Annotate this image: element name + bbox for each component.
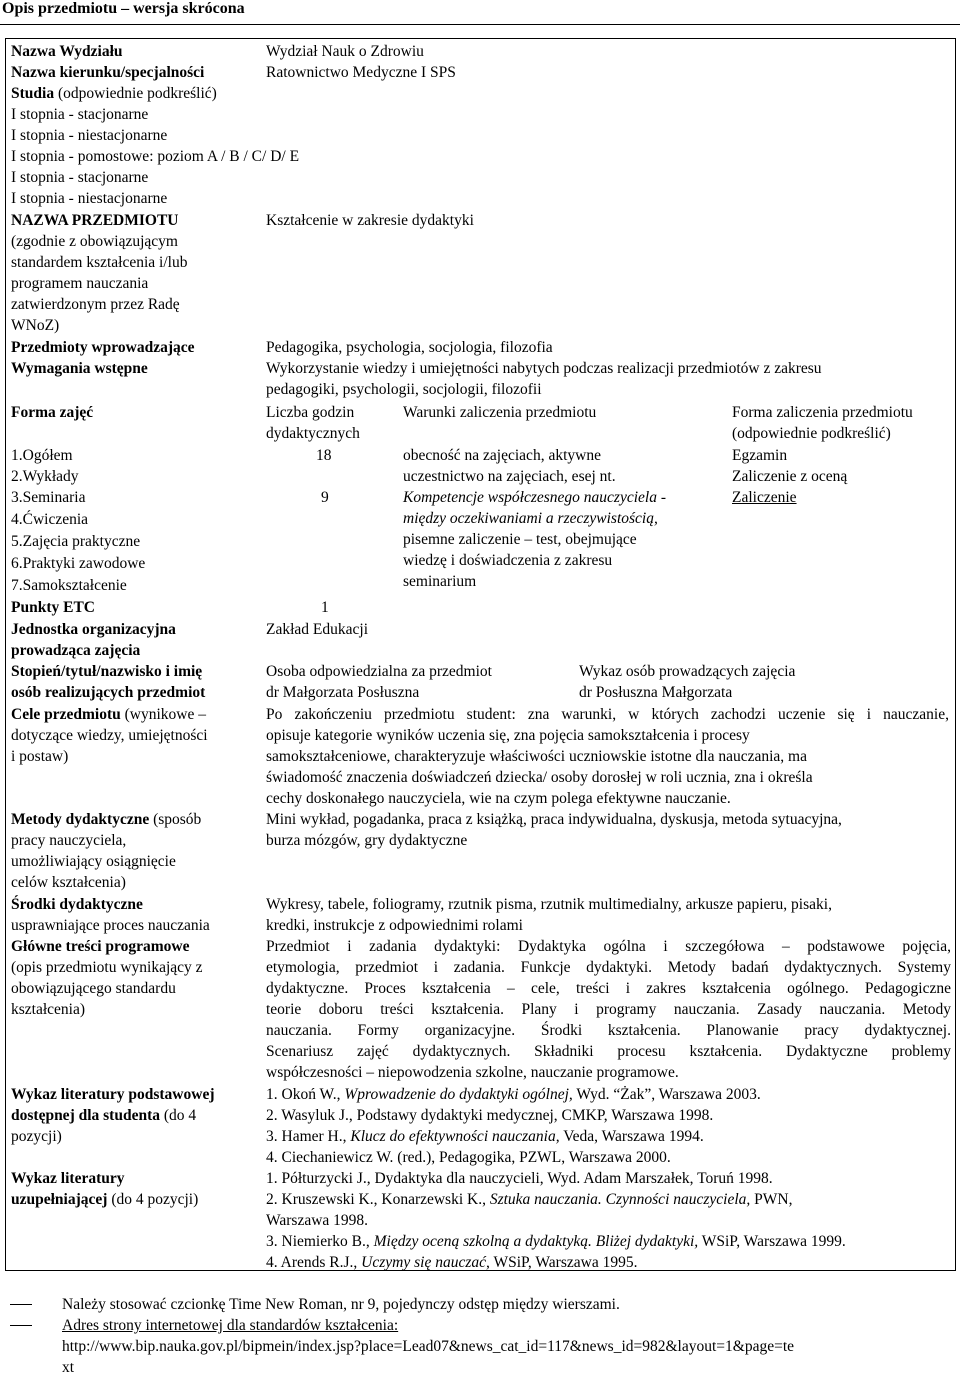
- staff-label: Stopień/tytuł/nazwisko i imię osób realizujących przedmiot: [11, 663, 206, 701]
- title-divider: [0, 24, 960, 25]
- methods-label: Metody dydaktyczne (sposób pracy nauczyciela, umożliwiający osiągnięcie celów kształcenia): [11, 811, 202, 891]
- faculty-label: Nazwa Wydziału: [11, 43, 123, 60]
- literature-item: 4. Arends R.J., Uczymy się nauczać, WSiP, Warszawa 1995.: [266, 1254, 638, 1271]
- class-hours: 9: [321, 489, 329, 506]
- class-form-row: 2.Wykłady: [11, 468, 79, 485]
- basic-literature-list: [266, 1084, 761, 1168]
- literature-item: 3. Niemierko B., Między oceną szkolną a dydaktyką. Bliżej dydaktyki, WSiP, Warszawa 1999.: [266, 1233, 846, 1250]
- requirements-label: Wymagania wstępne: [11, 360, 148, 377]
- goals-text: Po zakończeniu przedmiotu student: zna warunki, w których zachodzi uczenie się i nauczanie, opisuje kategorie wyników uczenia się, zna pojęcia samokształcenia i procesy samokształceniowe, charakteryzuje właściwości uczniowskie istotne dla nauczania, ma świadomość znaczenia doświadczeń dziecka/ osoby dorosłej w roli ucznia, zna i określa cechy doskonałego nauczyciela, wie na czym polega efektywne nauczanie.: [266, 706, 949, 807]
- literature-item: 2. Kruszewski K., Konarzewski K., Sztuka nauczania. Czynności nauczyciela, PWN,: [266, 1191, 793, 1208]
- literature-item: Warszawa 1998.: [266, 1212, 369, 1229]
- unit-label: Jednostka organizacyjna prowadząca zajęcia: [11, 621, 176, 659]
- requirements-value: Wykorzystanie wiedzy i umiejętności nabytych podczas realizacji przedmiotów z zakresu pedagogiki, psychologii, socjologii, filozofii: [266, 360, 822, 398]
- credit-conditions: obecność na zajęciach, aktywne uczestnictwo na zajęciach, esej nt. Kompetencje współczesnego nauczyciela - między oczekiwaniami a rzeczywistością, pisemne zaliczenie – test, obejmujące wiedzę i doświadczenia z zakresu seminarium: [403, 447, 666, 590]
- literature-item: 2. Wasyluk J., Podstawy dydaktyki medycznej, CMKP, Warszawa 1998.: [266, 1107, 714, 1124]
- field-value: Ratownictwo Medyczne I SPS: [266, 64, 456, 81]
- supplementary-literature-list: [266, 1168, 846, 1273]
- conditions-header: Warunki zaliczenia przedmiotu: [403, 404, 597, 421]
- program-content-text: Przedmiot i zadania dydaktyki: Dydaktyka ogólna i szczegółowa – podstawowe pojęcia, etymologia, przedmiot i zadania. Funkcje dydaktyki. Metody badań dydaktycznych. Systemy dydaktyczne. Proces kształcenia – cele, treści i zakres kształcenia ogólnego. Pedagogiczne teorie doboru treści kształcenia. Plany i programy nauczania. Zasady nauczania. Metody nauczania. Formy organizacyjne. Środki kształcenia. Planowanie pracy dydaktycznej. Scenariusz zajęć dydaktycznych. Składniki procesu kształcenia. Dydaktyczne problemy współczesności – niepowodzenia szkolne, nauczanie programowe.: [266, 938, 951, 1081]
- ects-label: Punkty ETC: [11, 599, 95, 616]
- study-option: I stopnia - niestacjonarne: [11, 127, 168, 144]
- study-option: I stopnia - stacjonarne: [11, 169, 149, 186]
- course-description-table: [5, 38, 956, 1271]
- literature-item: 4. Ciechaniewicz W. (red.), Pedagogika, PZWL, Warszawa 2000.: [266, 1149, 671, 1166]
- standards-link-label[interactable]: Adres strony internetowej dla standardów kształcenia:: [62, 1317, 399, 1334]
- unit-value: Zakład Edukacji: [266, 621, 368, 638]
- class-hours: 18: [316, 447, 332, 464]
- class-form-row: 4.Ćwiczenia: [11, 511, 89, 528]
- course-name-label: NAZWA PRZEDMIOTU: [11, 212, 179, 229]
- bullet-dash: [10, 1304, 32, 1305]
- teaching-aids-label: Środki dydaktyczne usprawniające proces nauczania: [11, 896, 210, 934]
- standards-url[interactable]: http://www.bip.nauka.gov.pl/bipmein/index.jsp?place=Lead07&news_cat_id=117&news_id=982&layout=1&page=te: [62, 1338, 795, 1355]
- prerequisite-courses-label: Przedmioty wprowadzające: [11, 339, 195, 356]
- literature-item: 1. Półturzycki J., Dydaktyka dla nauczycieli, Wyd. Adam Marszałek, Toruń 1998.: [266, 1170, 773, 1187]
- course-name-value: Kształcenie w zakresie dydaktyki: [266, 212, 474, 229]
- standards-url-continued[interactable]: xt: [62, 1359, 75, 1376]
- document-title: Opis przedmiotu – wersja skrócona: [2, 0, 245, 17]
- class-form-row: 5.Zajęcia praktyczne: [11, 533, 141, 550]
- font-note: Należy stosować czcionkę Time New Roman, nr 9, pojedynczy odstęp między wierszami.: [62, 1296, 620, 1313]
- study-option: I stopnia - niestacjonarne: [11, 190, 168, 207]
- class-form-label: Forma zajęć: [11, 404, 94, 421]
- class-form-row: 3.Seminaria: [11, 489, 86, 506]
- study-type-label: Studia (odpowiednie podkreślić): [11, 85, 217, 102]
- course-name-note: (zgodnie z obowiązującym standardem kształcenia i/lub programem nauczania zatwierdzonym przez Radę WNoZ): [11, 233, 188, 334]
- methods-text: Mini wykład, pogadanka, praca z książką, praca indywidualna, dyskusja, metoda sytuacyjna, burza mózgów, gry dydaktyczne: [266, 811, 842, 849]
- teaching-aids-text: Wykresy, tabele, foliogramy, rzutnik pisma, rzutnik multimedialny, arkusze papieru, pisaki, kredki, instrukcje z odpowiednimi rolami: [266, 896, 832, 934]
- ects-value: 1: [321, 599, 329, 616]
- literature-item: 1. Okoń W., Wprowadzenie do dydaktyki ogólnej, Wyd. “Żak”, Warszawa 2003.: [266, 1086, 761, 1103]
- hours-header: Liczba godzin dydaktycznych: [266, 404, 360, 442]
- literature-item: 3. Hamer H., Klucz do efektywności nauczania, Veda, Warszawa 1994.: [266, 1128, 704, 1145]
- field-label: Nazwa kierunku/specjalności: [11, 64, 205, 81]
- study-option: I stopnia - pomostowe: poziom A / B / C/ D/ E: [11, 148, 300, 165]
- teaching-staff: Wykaz osób prowadzących zajęcia dr Posłuszna Małgorzata: [579, 663, 796, 701]
- faculty-value: Wydział Nauk o Zdrowiu: [266, 43, 424, 60]
- responsible-person: Osoba odpowiedzialna za przedmiot dr Małgorzata Posłuszna: [266, 663, 492, 701]
- class-form-row: 7.Samokształcenie: [11, 577, 127, 594]
- prerequisite-courses-value: Pedagogika, psychologia, socjologia, filozofia: [266, 339, 553, 356]
- credit-form-header: Forma zaliczenia przedmiotu (odpowiednie podkreślić): [732, 404, 913, 442]
- study-option: I stopnia - stacjonarne: [11, 106, 149, 123]
- class-form-row: 1.Ogółem: [11, 447, 73, 464]
- program-content-label: Główne treści programowe (opis przedmiotu wynikający z obowiązującego standardu kształcenia): [11, 938, 203, 1018]
- goals-label: Cele przedmiotu (wynikowe – dotyczące wiedzy, umiejętności i postaw): [11, 706, 208, 765]
- bullet-dash: [10, 1325, 32, 1326]
- credit-form-options: Egzamin Zaliczenie z oceną Zaliczenie: [732, 447, 848, 506]
- supplementary-literature-label: Wykaz literatury uzupełniającej (do 4 pozycji): [11, 1170, 199, 1208]
- basic-literature-label: Wykaz literatury podstawowej dostępnej dla studenta (do 4 pozycji): [11, 1086, 215, 1145]
- class-form-row: 6.Praktyki zawodowe: [11, 555, 146, 572]
